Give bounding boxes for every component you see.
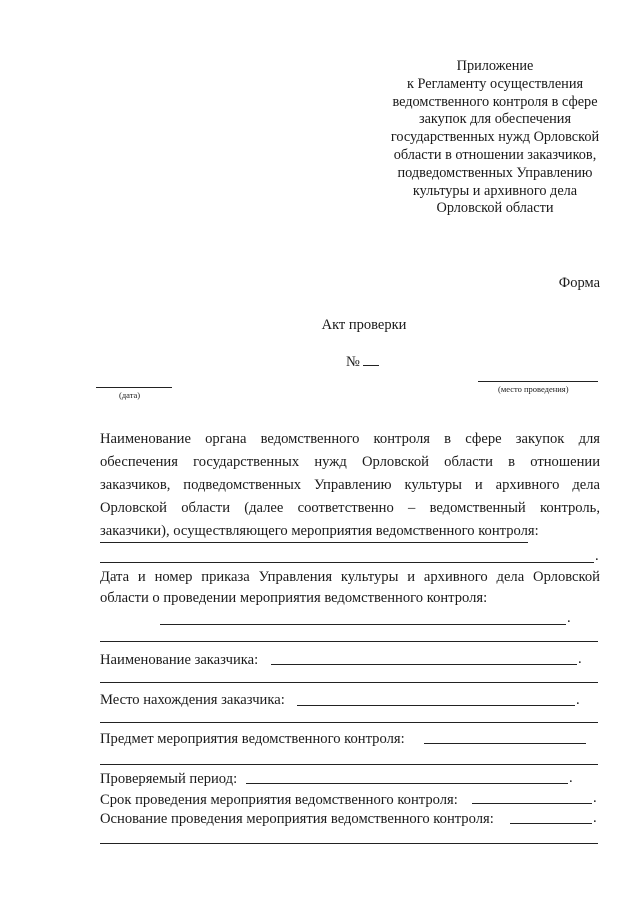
basis-row [100,811,494,828]
appendix-line: подведомственных Управлению [397,164,593,181]
place-field[interactable] [478,381,598,382]
customer-name-field[interactable] [271,664,577,665]
basis-field[interactable] [510,823,592,824]
organ-field-line-2[interactable] [100,562,594,563]
order-paragraph [100,567,600,609]
customer-name-field-line-2[interactable] [100,682,598,683]
customer-location-label: Место нахождения заказчика: [100,692,285,708]
appendix-line: к Регламенту осуществления [406,75,584,92]
organ-paragraph: Наименование органа ведомственного контроля в сфере закупок для обеспечения государственных нужд Орловской области в отношении заказчиков, подведомственных Управлению культуры и архивного дела Орловской области (далее соответственно – ведомственный контроль, заказчики), осуществляющего мероприятия ведомственного контроля: [100,431,600,539]
document-title: Акт проверки [321,317,407,333]
period-field[interactable] [246,783,568,784]
appendix-line: Орловской области [436,200,554,217]
term-label: Срок проведения мероприятия ведомственного контроля: [100,792,458,808]
number-sign: № [346,354,360,370]
period-mark: . [576,692,580,708]
customer-location-field[interactable] [297,705,575,706]
customer-location-field-line-2[interactable] [100,722,598,723]
term-field[interactable] [472,803,592,804]
period-mark: . [569,770,573,786]
customer-name-label: Наименование заказчика: [100,652,259,668]
appendix-line: Приложение [456,58,534,74]
basis-field-line-2[interactable] [100,843,598,844]
customer-name-row [100,652,258,669]
period-label: Проверяемый период: [100,771,238,787]
period-mark: . [593,810,597,826]
period-row [100,771,237,788]
form-label: Форма [558,275,600,291]
term-row [100,792,458,809]
basis-label: Основание проведения мероприятия ведомственного контроля: [100,811,494,827]
period-mark: . [567,610,571,626]
number-field[interactable] [363,353,379,366]
date-field[interactable] [96,387,172,388]
subject-row [100,731,405,748]
appendix-header [352,58,638,218]
appendix-line: области в отношении заказчиков, [393,146,597,163]
customer-location-row [100,692,285,709]
appendix-line: культуры и архивного дела [412,182,578,199]
subject-field-line-2[interactable] [100,764,598,765]
appendix-line: ведомственного контроля в сфере [392,93,598,110]
order-field-line-1[interactable] [160,624,566,625]
appendix-line: закупок для обеспечения [418,111,572,128]
date-caption: (дата) [119,390,141,400]
period-mark: . [595,548,599,564]
act-number [346,353,379,371]
organ-field-line-1[interactable] [100,542,528,543]
order-field-line-2[interactable] [100,641,598,642]
place-caption: (место проведения) [498,384,569,394]
subject-label: Предмет мероприятия ведомственного контроля: [100,731,405,747]
period-mark: . [578,651,582,667]
subject-field[interactable] [424,743,586,744]
order-text: Дата и номер приказа Управления культуры и архивного дела Орловской области о проведении мероприятия ведомственного контроля: [100,569,600,606]
appendix-line: государственных нужд Орловской [390,129,600,146]
period-mark: . [593,790,597,806]
